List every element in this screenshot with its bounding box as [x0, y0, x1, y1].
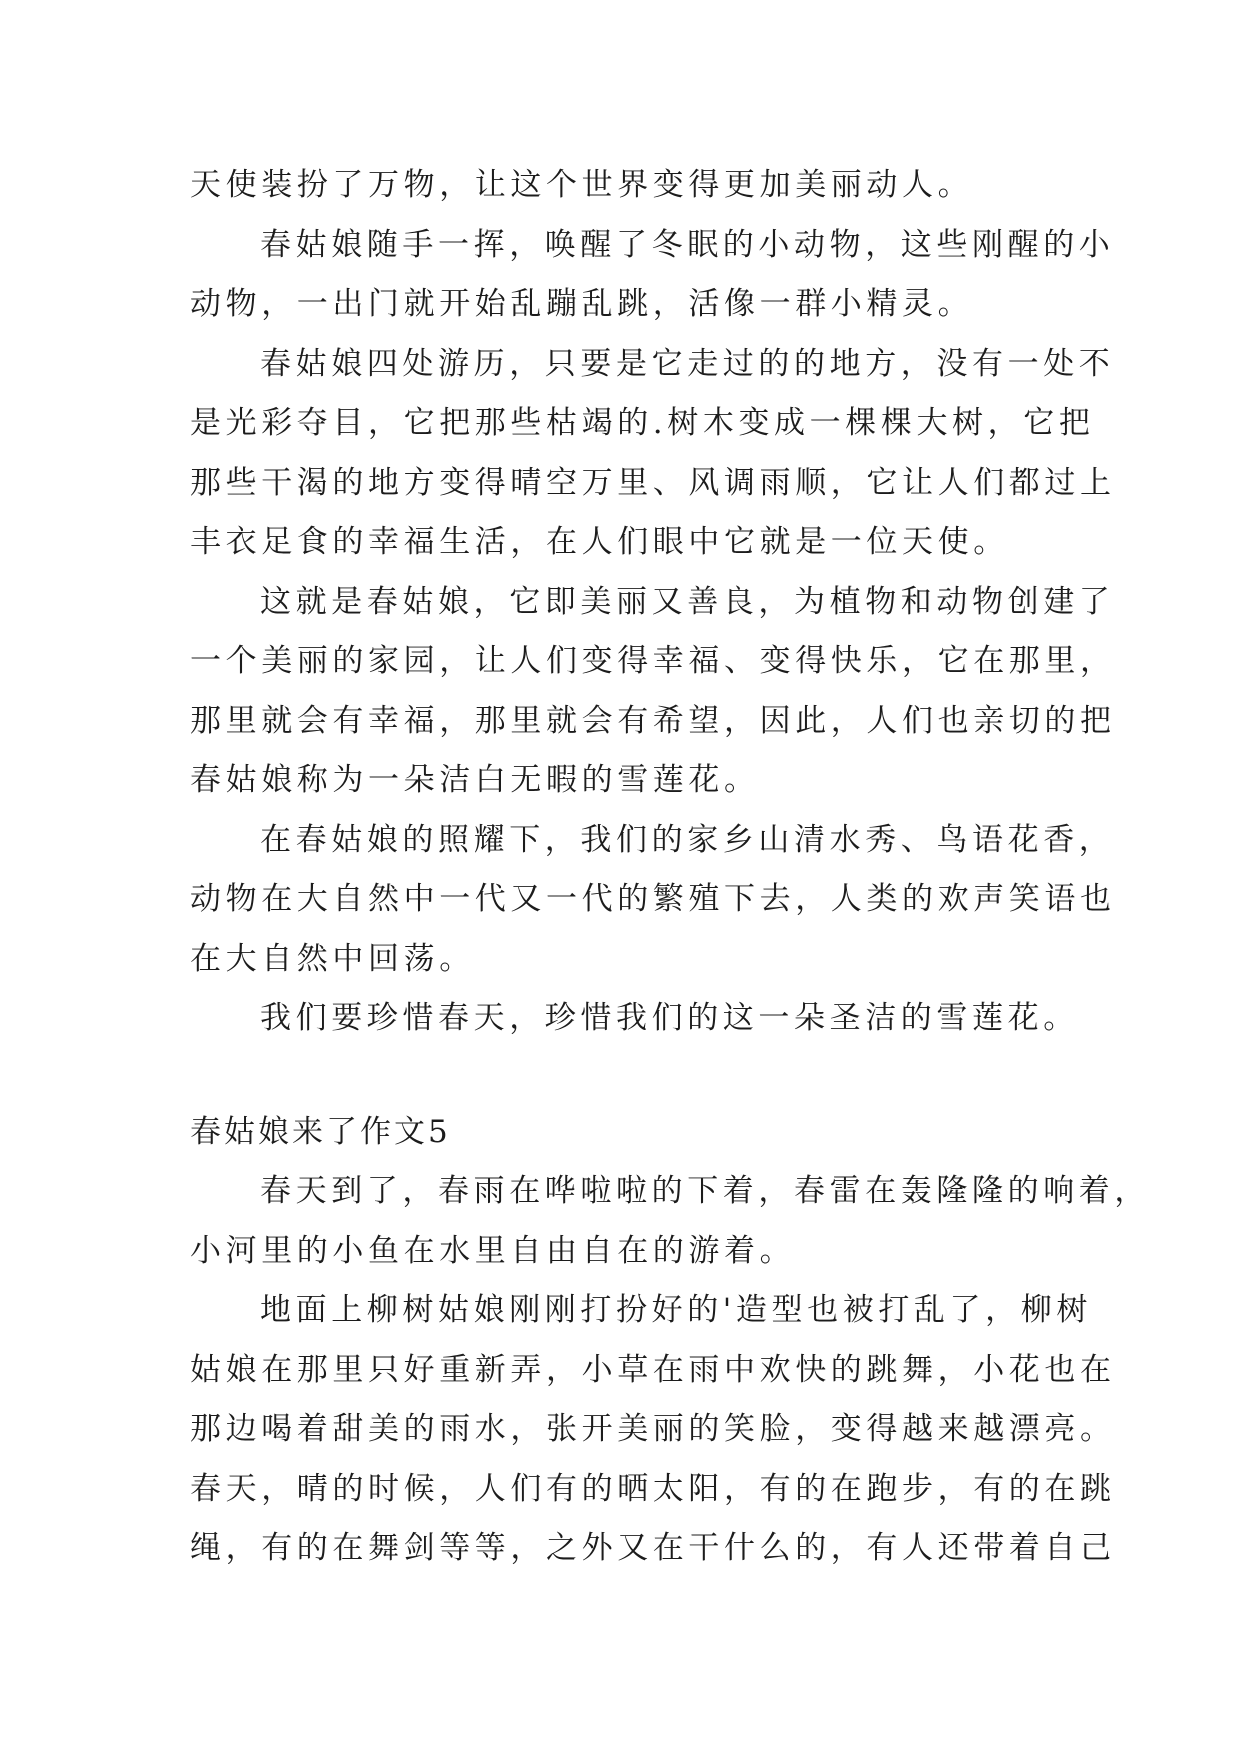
paragraph	[190, 156, 1070, 216]
paragraph	[190, 573, 1116, 811]
text-line: 那些干渴的地方变得晴空万里、风调雨顺，它让人们都过上	[190, 464, 1116, 501]
text-line: 春姑娘随手一挥，唤醒了冬眠的小动物，这些刚醒的小	[260, 226, 1115, 263]
text-line: 动物，一出门就开始乱蹦乱跳，活像一群小精灵。	[190, 286, 974, 322]
text-line: 动物在大自然中一代又一代的繁殖下去，人类的欢声笑语也	[190, 881, 1116, 917]
paragraph	[190, 989, 1079, 1049]
section-heading: 春姑娘来了作文5	[190, 1113, 451, 1150]
text-line: 姑娘在那里只好重新弄，小草在雨中欢快的跳舞，小花也在	[190, 1351, 1116, 1388]
text-line: 在大自然中回荡。	[190, 940, 475, 977]
text-line: 春姑娘称为一朵洁白无暇的雪莲花。	[190, 762, 760, 798]
text-line: 小河里的小鱼在水里自由自在的游着。	[190, 1232, 796, 1269]
text-line: 在春姑娘的照耀下，我们的家乡山清水秀、鸟语花香，	[260, 821, 1115, 858]
text-line: 一个美丽的家园，让人们变得幸福、变得快乐，它在那里，	[190, 643, 1116, 679]
document-body	[190, 156, 1150, 1579]
text-line: 那里就会有幸福，那里就会有希望，因此，人们也亲切的把	[190, 702, 1116, 739]
paragraph	[190, 216, 1115, 335]
text-line: 春姑娘四处游历，只要是它走过的的地方，没有一处不	[260, 345, 1115, 382]
paragraph	[190, 335, 1116, 573]
text-line: 绳，有的在舞剑等等，之外又在干什么的，有人还带着自己	[190, 1530, 1116, 1566]
text-line: 那边喝着甜美的雨水，张开美丽的笑脸，变得越来越漂亮。	[190, 1411, 1116, 1447]
paragraph	[190, 1281, 1116, 1579]
text-line: 我们要珍惜春天，珍惜我们的这一朵圣洁的雪莲花。	[260, 1000, 1079, 1036]
text-line: 丰衣足食的幸福生活，在人们眼中它就是一位天使。	[190, 524, 1009, 560]
text-line: 天使装扮了万物，让这个世界变得更加美丽动人。	[190, 167, 974, 203]
paragraph	[190, 811, 1116, 990]
text-line: 是光彩夺目，它把那些枯竭的.树木变成一棵棵大树，它把	[190, 405, 1095, 441]
text-line: 这就是春姑娘，它即美丽又善良，为植物和动物创建了	[260, 583, 1115, 620]
text-line: 地面上柳树姑娘刚刚打扮好的'造型也被打乱了，柳树	[260, 1292, 1092, 1328]
section-spacer	[190, 1049, 1070, 1103]
text-line: 春天到了，春雨在哗啦啦的下着，春雷在轰隆隆的响着，	[260, 1173, 1150, 1209]
paragraph	[190, 1162, 1150, 1281]
text-line: 春天，晴的时候，人们有的晒太阳，有的在跑步，有的在跳	[190, 1470, 1116, 1507]
